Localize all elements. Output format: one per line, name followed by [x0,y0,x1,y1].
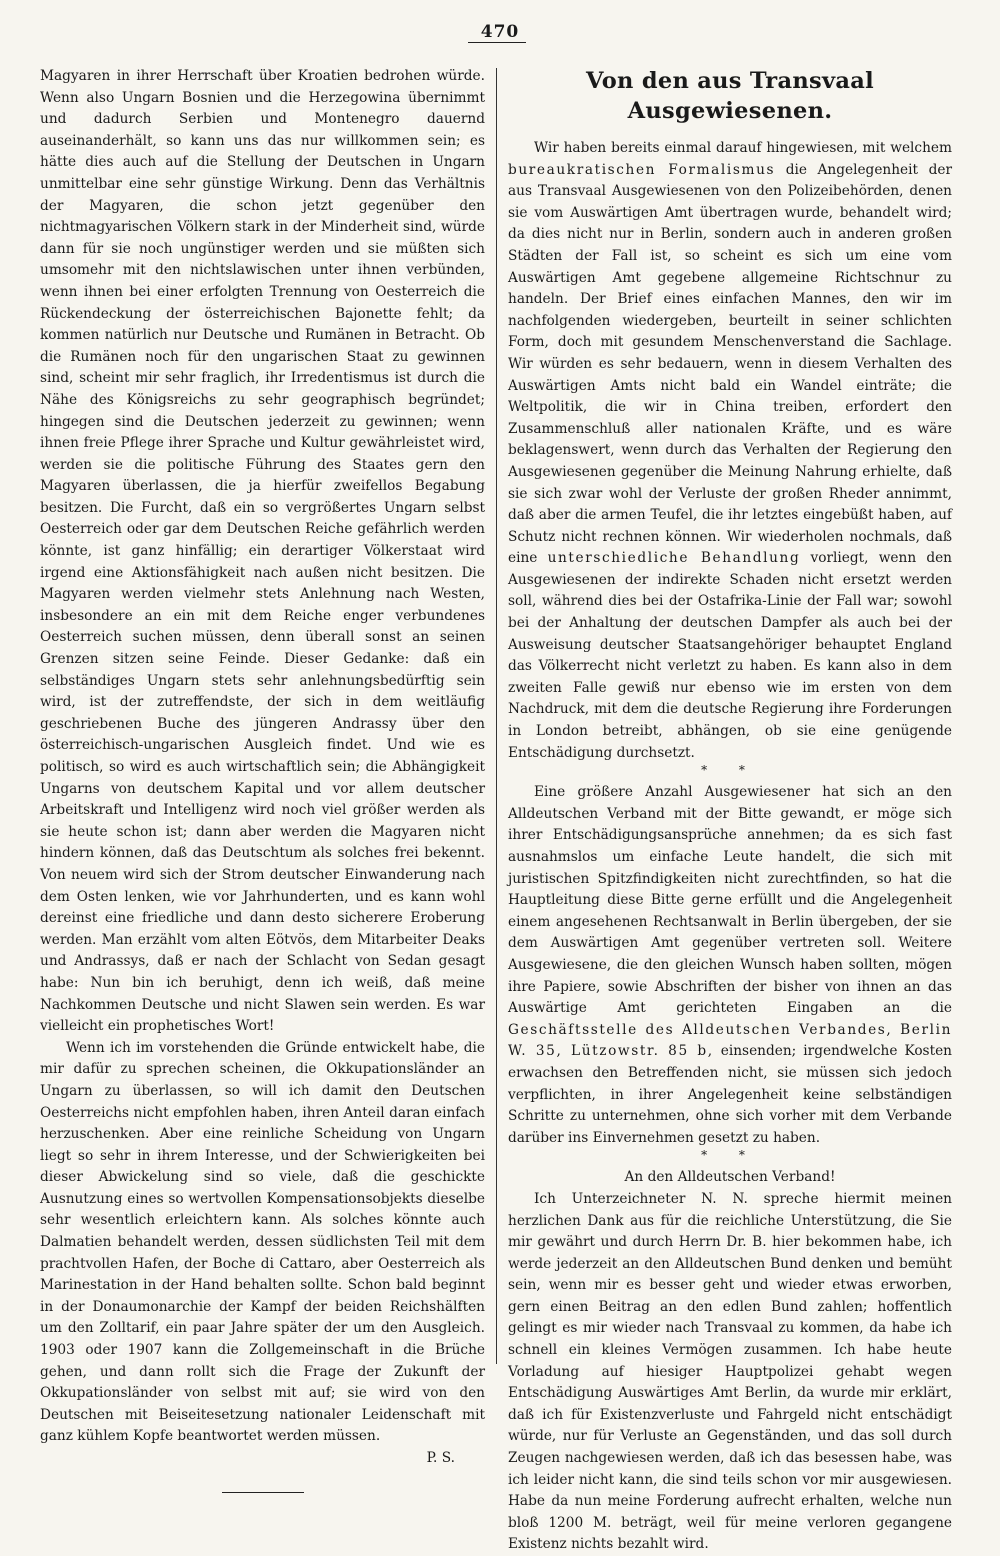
left-column [40,66,485,1493]
page-number-rule [468,42,526,43]
text-run: Eine größere Anzahl Ausgewiesener hat sich an den Alldeutschen Verband mit der Bitte gewandt, er möge sich ihrer Entschädigungsansprüche annehmen; da es sich fast ausnahmslos um einfache Leute handelt, die sich mit juristischen Spitzfindigkeiten nicht zurechtfinden, so hat die Hauptleitung diese Bitte gerne erfüllt und die Angelegenheit einem angesehenen Rechtsanwalt in Berlin übergeben, der sie dem Auswärtigen Amt gegenüber vertreten soll. Weitere Ausgewiesene, die den gleichen Wunsch haben sollten, mögen ihre Papiere, sowie Abschriften der bisher von ihnen an das Auswärtige Amt gerichteten Eingaben an die [508,784,952,1017]
emphasized-text: bureaukratischen Formalismus [508,161,776,178]
author-signature: P. S. [426,1450,455,1466]
article-headline: Von den aus Transvaal Ausgewiesenen. [586,68,874,124]
page-number: 470 [480,22,520,42]
text-run: Wir haben bereits einmal darauf hingewiesen, mit welchem [534,140,952,156]
right-column [508,66,952,1556]
article-paragraph: Magyaren in ihrer Herrschaft über Kroatien bedrohen würde. Wenn also Ungarn Bosnien und die Herzegowina übernimmt und dadurch Serbien und Montenegro dauernd auseinanderhält, so kann uns das nur willkommen sein; es hätte dies auch auf die Stellung der Deutschen in Ungarn unmittelbar eine sehr günstige Wirkung. Denn das Verhältnis der Magyaren, die schon jetzt gegenüber den nichtmagyarischen Völkern stark in der Minderheit sind, würde dann für sie noch ungünstiger werden und sie müßten sich umsomehr mit den nichtslawischen unter ihnen verbünden, wenn ihnen bei einer erfolgten Trennung von Oesterreich die Rückendeckung der österreichischen Bajonette fehlt; da kommen natürlich nur Deutsche und Rumänen in Betracht. Ob die Rumänen noch für den ungarischen Staat zu gewinnen sind, scheint mir sehr fraglich, ihr Irredentismus ist durch die Nähe des Königsreichs zu sehr geographisch begründet; hingegen sind die Deutschen jederzeit zu gewinnen; wenn ihnen freie Pflege ihrer Sprache und Kultur gewährleistet wird, werden sie die politische Führung des Staates gern den Magyaren überlassen, die ja hierfür zweifellos Begabung besitzen. Die Furcht, daß ein so vergrößertes Ungarn selbst Oesterreich oder gar dem Deutschen Reiche gefährlich werden könnte, ist ganz hinfällig; ein derartiger Völkerstaat wird irgend eine Aktionsfähigkeit nach außen nicht besitzen. Die Magyaren werden vielmehr stets Anlehnung nach Westen, insbesondere an ein mit dem Reiche enger verbundenes Oesterreich suchen müssen, denn überall sonst an seinen Grenzen sitzen seine Feinde. Dieser Gedanke: daß ein selbständiges Ungarn stets sehr anlehnungsbedürftig sein wird, ist der zutreffendste, der sich in dem weitläufig geschriebenen Buche des jüngeren Andrassy über den österreichisch-ungarischen Ausgleich findet. Und wie es politisch, so wird es auch wirtschaftlich sein; die Abhängigkeit Ungarns von deutschem Kapital und vor allem deutscher Arbeitskraft und Intelligenz wird noch viel größer werden als sie heute schon ist; dann aber werden die Magyaren nicht hindern können, daß das Deutschtum als solches frei bekennt. Von neuem wird sich der Strom deutscher Einwanderung nach dem Osten lenken, wie vor Jahrhunderten, und es kann wohl dereinst eine friedliche und dann desto sicherere Eroberung werden. Man erzählt vom alten Eötvös, dem Mitarbeiter Deaks und Andrassys, daß er nach der Schlacht von Sedan gesagt habe: Nun bin ich beruhigt, denn ich weiß, daß meine Nachkommen Deutsche und nicht Slawen sein werden. Es war vielleicht ein prophetisches Wort! [40,68,485,1035]
section-separator: * * [701,1148,759,1163]
letter-salutation: An den Alldeutschen Verband! [624,1169,836,1186]
column-divider [496,68,497,1364]
letter-body: Ich Unterzeichneter N. N. spreche hiermit meinen herzlichen Dank aus für die reichliche Unterstützung, die Sie mir gewährt und durch Herrn Dr. B. hier bekommen habe, ich werde jederzeit an den Alldeutschen Bund denken und bemüht sein, wenn mir es besser geht und wieder etwas erworben, gern einen Beitrag an den edlen Bund zahlen; hoffentlich gelingt es mir wieder nach Transvaal zu kommen, da habe ich schnell ein kleines Vermögen zusammen. Ich habe heute Vorladung auf hiesiger Hauptpolizei gehabt wegen Entschädigung Auswärtiges Amt Berlin, da wurde mir erklärt, daß ich für Existenzverluste und Fahrgeld nicht entschädigt würde, nur für Verluste an Gegenständen, und das soll durch Zeugen nachgewiesen werden, daß ich das besessen habe, was ich leider nicht kann, die sind teils schon vor mir ausgewiesen. Habe da nun meine Forderung aufrecht erhalten, welche nun bloß 1200 M. beträgt, weil für meine verloren gegangene Existenz nichts bezahlt wird. [508,1190,952,1553]
section-separator: * * [701,763,759,778]
text-run: einsenden; irgendwelche Kosten erwachsen den Betreffenden nicht, sie müssen sich jedoch verpflichten, in ihrer Angelegenheit keine selbständigen Schritte zu unternehmen, ohne sich vorher mit dem Verbande darüber ins Einvernehmen gesetzt zu haben. [508,1043,952,1146]
emphasized-text: unterschiedliche Behandlung [547,550,801,567]
text-run: die Angelegenheit der aus Transvaal Ausgewiesenen von den Polizeibehörden, denen sie vom Auswärtigen Amt übertragen wurde, behandelt wird; da dies nicht nur in Berlin, sondern auch in anderen großen Städten der Fall ist, so scheint es sich um eine vom Auswärtigen Amt gegebene allgemeine Richtschnur zu handeln. Der Brief eines einfachen Mannes, den wir im nachfolgenden wiedergeben, beurteilt in seiner schlichten Form, doch mit gesundem Menschenverstand die Sachlage. Wir würden es sehr bedauern, wenn in diesem Verhalten des Auswärtigen Amts nicht bald ein Wandel einträte; die Weltpolitik, die wir in China treiben, erfordert den Zusammenschluß aller nationalen Kräfte, und es wäre beklagenswert, wenn durch das Verhalten der Regierung den Ausgewiesenen gegenüber die Meinung Nahrung erhielte, daß sie sich zwar wohl der Verluste der großen Rheder annimmt, daß aber die armen Teufel, die ihr letztes eingebüßt haben, auf Schutz nicht rechnen können. Wir wiederholen nochmals, daß eine [508,161,952,567]
article-paragraph [508,138,952,764]
article-paragraph: Wenn ich im vorstehenden die Gründe entwickelt habe, die mir dafür zu sprechen scheinen, die Okkupationsländer an Ungarn zu überlassen, so will ich damit den Deutschen Oesterreichs nicht empfohlen haben, ihren Anteil daran einfach herzuschenken. Aber eine reinliche Scheidung von Ungarn liegt so sehr in ihrem Interesse, und der Schwierigkeiten bei dieser Abwickelung sind so viele, daß die geschickte Ausnutzung eines so wertvollen Kompensationsobjekts dieselbe sehr wesentlich erleichtern kann. Als solches könnte auch Dalmatien behandelt werden, dessen südlichsten Teil mit dem prachtvollen Hafen, der Boche di Cattaro, aber Oesterreich als Marinestation in der Hand behalten sollte. Schon bald beginnt in der Donaumonarchie der Kampf der beiden Reichshälften um den Zolltarif, ein paar Jahre später der um den Ausgleich. 1903 oder 1907 kann die Zollgemeinschaft in die Brüche gehen, und dann rollt sich die Frage der Zukunft der Okkupationsländer von selbst mit auf; sie wird von den Deutschen mit Beiseitesetzung nationaler Leidenschaft mit ganz kühlem Kopfe beantwortet werden müssen. [40,1039,485,1445]
text-run: vorliegt, wenn den Ausgewiesenen der indirekte Schaden nicht ersetzt werden soll, während dies bei der Ostafrika-Linie der Fall war; sowohl bei der Anhaltung der deutschen Dampfer als auch bei der Ausweisung deutscher Staatsangehöriger behauptet England das Völkerrecht nicht verletzt zu haben. Es kann also in dem zweiten Falle gewiß nur ebenso wie im ersten von dem Nachdruck, mit dem die deutsche Regierung ihre Forderungen in London betreibt, abhängen, ob sie eine genügende Entschädigung durchsetzt. [508,550,953,761]
article-paragraph [508,782,952,1149]
emphasized-text: Geschäftsstelle des Alldeutschen Verbandes, Berlin W. 35, Lützowstr. 85 b, [508,1021,952,1060]
article-end-rule [222,1492,304,1493]
